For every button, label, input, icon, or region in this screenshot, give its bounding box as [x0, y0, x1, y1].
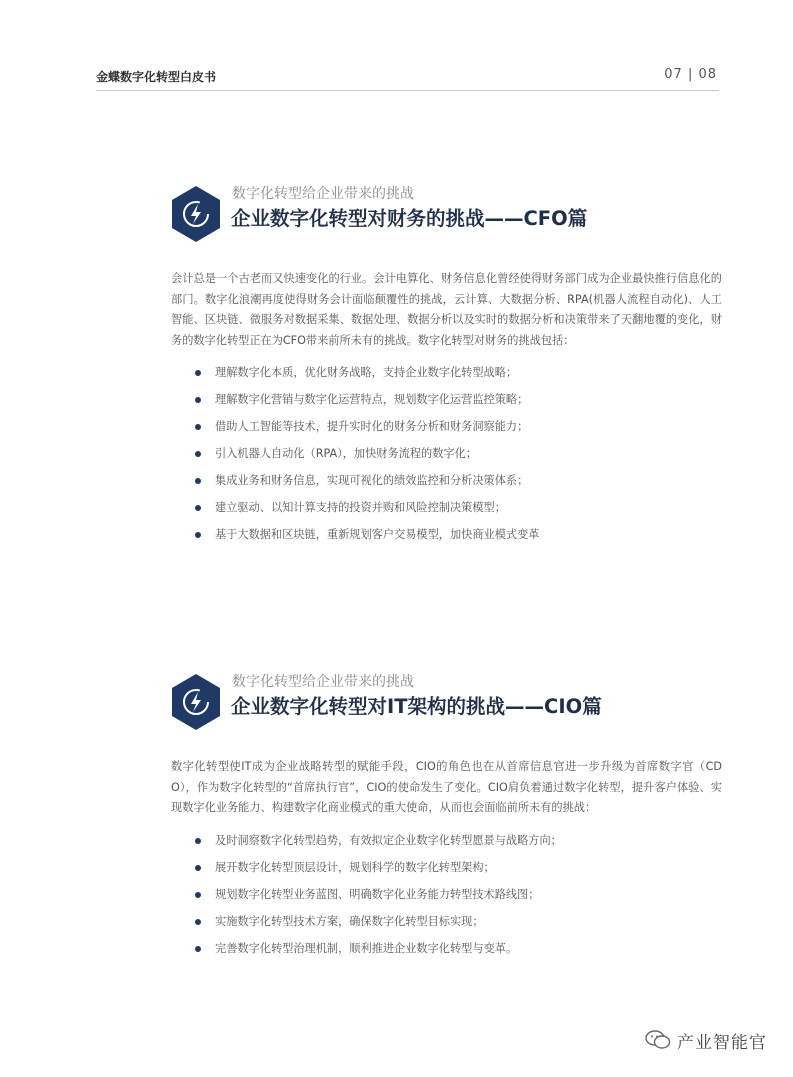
- bullet-dot: [195, 370, 201, 376]
- list-item-text: 实施数字化转型技术方案，确保数字化转型目标实现；: [215, 914, 484, 928]
- list-item: [171, 854, 726, 881]
- list-item: [171, 881, 726, 908]
- bullet-dot: [195, 838, 201, 844]
- list-item-text: 展开数字化转型顶层设计，规划科学的数字化转型架构；: [215, 860, 495, 874]
- list-item-text: 基于大数据和区块链，重新规划客户交易模型，加快商业模式变革: [215, 528, 540, 541]
- page-header: [96, 66, 719, 91]
- watermark-text: 产业智能官: [677, 1032, 767, 1053]
- bullet-dot: [195, 892, 201, 898]
- list-item: [171, 494, 726, 521]
- list-item: [171, 827, 726, 854]
- bullet-dot: [195, 478, 201, 484]
- watermark: [645, 1029, 767, 1051]
- list-item: [171, 386, 726, 413]
- bullet-list: [171, 827, 726, 962]
- list-item: [171, 413, 726, 440]
- bullet-dot: [195, 532, 201, 538]
- bullet-dot: [195, 919, 201, 925]
- section-title: 企业数字化转型对财务的挑战——CFO篇: [231, 207, 588, 230]
- list-item: [171, 521, 726, 548]
- list-item-text: 建立驱动、以知计算支持的投资并购和风险控制决策模型；: [215, 501, 506, 514]
- list-item-text: 借助人工智能等技术，提升实时化的财务分析和财务洞察能力；: [215, 420, 529, 433]
- list-item-text: 及时洞察数字化转型趋势，有效拟定企业数字化转型愿景与战略方向；: [215, 833, 562, 847]
- bullet-dot: [195, 424, 201, 430]
- bullet-dot: [195, 505, 201, 511]
- bullet-dot: [195, 946, 201, 952]
- section-kicker: 数字化转型给企业带来的挑战: [232, 186, 414, 202]
- list-item: [171, 935, 726, 962]
- section-header: [171, 673, 726, 733]
- list-item-text: 理解数字化营销与数字化运营特点，规划数字化运营监控策略；: [215, 393, 529, 406]
- lightning-hexagon-icon: [171, 185, 221, 243]
- list-item-text: 完善数字化转型治理机制，顺利推进企业数字化转型与变革。: [215, 941, 518, 955]
- document-title: 金蝶数字化转型白皮书: [96, 70, 217, 84]
- list-item: [171, 440, 726, 467]
- wechat-icon: [645, 1030, 671, 1050]
- list-item-text: 引入机器人自动化（RPA），加快财务流程的数字化；: [215, 447, 477, 460]
- section-kicker: 数字化转型给企业带来的挑战: [232, 674, 414, 690]
- list-item-text: 理解数字化本质，优化财务战略，支持企业数字化转型战略；: [215, 366, 518, 379]
- bullet-dot: [195, 451, 201, 457]
- list-item: [171, 467, 726, 494]
- page-numbers: 07 | 08: [664, 67, 717, 82]
- section-paragraph: 会计总是一个古老而又快速变化的行业。会计电算化、财务信息化曾经使得财务部门成为企业最快推行信息化的部门。数字化浪潮再度使得财务会计面临颠覆性的挑战，云计算、大数据分析、RPA(机器人流程自动化)、人工智能、区块链、微服务对数据采集、数据处理、数据分析以及实时的数据分析和决策带来了天翻地覆的变化，财务的数字化转型正在为CFO带来前所未有的挑战。数字化转型对财务的挑战包括：: [171, 272, 722, 347]
- bullet-dot: [195, 397, 201, 403]
- section-cfo: [171, 185, 726, 548]
- list-item: [171, 908, 726, 935]
- section-cio: [171, 673, 726, 962]
- section-header: [171, 185, 726, 245]
- lightning-hexagon-icon: [171, 673, 221, 731]
- section-title: 企业数字化转型对IT架构的挑战——CIO篇: [231, 695, 602, 718]
- list-item-text: 集成业务和财务信息，实现可视化的绩效监控和分析决策体系；: [215, 474, 529, 487]
- bullet-list: [171, 359, 726, 548]
- list-item-text: 规划数字化转型业务蓝图、明确数字化业务能力转型技术路线图；: [215, 887, 540, 901]
- list-item: [171, 359, 726, 386]
- section-paragraph: 数字化转型使IT成为企业战略转型的赋能手段，CIO的角色也在从首席信息官进一步升级为首席数字官（CDO），作为数字化转型的“首席执行官”，CIO的使命发生了变化。CIO肩负着通过数字化转型，提升客户体验、实现数字化业务能力、构建数字化商业模式的重大使命，从而也会面临前所未有的挑战：: [171, 760, 722, 814]
- bullet-dot: [195, 865, 201, 871]
